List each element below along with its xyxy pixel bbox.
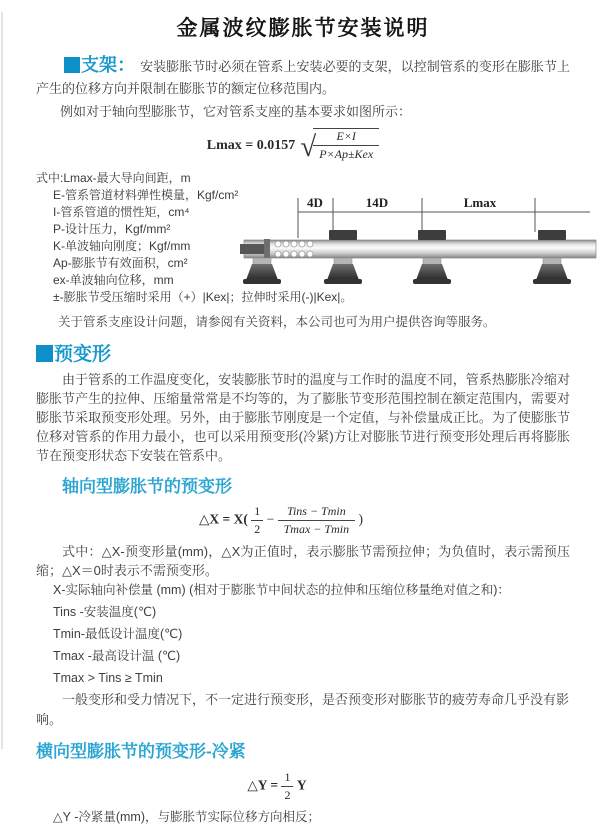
support-intro-paragraph	[36, 54, 570, 100]
deltay-formula	[10, 770, 544, 803]
dimension-label-14d: 14D	[365, 194, 389, 210]
variable-line: P-设计压力，Kgf/mm²	[53, 221, 171, 236]
deltax-lhs: △X = X(	[199, 511, 248, 527]
variable-line: ex-单波轴向位移，mm	[53, 272, 174, 287]
sqrt-radical-icon: √	[300, 130, 317, 163]
t-definition-line: Tmax -最高设计温 (℃)	[53, 649, 181, 664]
variable-line: ±-膨胀节受压缩时采用（+）|Kex|；拉伸时采用(-)|Kex|。	[53, 289, 353, 304]
support-section-heading: 支架：	[81, 55, 136, 75]
predeform-heading-label: 预变形	[54, 343, 112, 365]
variable-line: 式中:Lmax-最大导向间距，m	[36, 170, 191, 185]
x-definition: X-实际轴向补偿量 (mm) (相对于膨胀节中间状态的拉伸和压缩位移量绝对值之和)：	[53, 582, 510, 597]
lmax-sqrt-body	[313, 128, 379, 162]
dimension-label-lmax: Lmax	[463, 194, 497, 210]
lateral-subheading: 横向型膨胀节的预变形-冷紧	[36, 742, 246, 762]
lmax-formula-lhs: Lmax = 0.0157	[206, 137, 296, 153]
variable-line: Ap-膨胀节有效面积，cm²	[53, 255, 188, 270]
one-half-fraction: $\frac{1}{2}$	[281, 770, 293, 803]
variable-line: I-管系管道的惯性矩，cm⁴	[53, 204, 190, 219]
predeform-paragraph: 由于管系的工作温度变化，安装膨胀节时的温度与工作时的温度不同，管系热膨胀冷缩对膨胀节产生的拉伸、压缩量常常是不均等的，为了膨胀节变形范围控制在额定范围内，需要对膨胀节采取预变形处理。另外，由于膨胀节刚度是一个定值，与补偿量成正比。为了使膨胀节位移对管系的作用力最小，也可以采用预变形(冷紧)方让对膨胀节进行预变形处理后再将膨胀节在预变形状态下安装在管系中。	[36, 371, 570, 463]
t-definition-line: Tmin-最低设计温度(℃)	[53, 627, 183, 642]
axial-subheading: 轴向型膨胀节的预变形	[62, 476, 232, 496]
page-title: 金属波纹膨胀节安装说明	[176, 17, 430, 40]
variable-line: E-管系管道材料弹性模量，Kgf/cm²	[53, 187, 239, 202]
variables-and-diagram	[36, 170, 570, 310]
predeform-section-heading	[36, 343, 570, 367]
support-example-line: 例如对于轴向型膨胀节，它对管系支座的基本要求如图所示：	[60, 104, 412, 119]
anchor-end-cap	[240, 244, 266, 254]
consult-note: 关于管系支座设计问题，请参阅有关资料，本公司也可为用户提供咨询等服务。	[58, 314, 496, 329]
section-square-icon	[64, 57, 80, 73]
support-intro-text: 安装膨胀节时必须在管系上安装必要的支架，以控制管系的变形在膨胀节上产生的位移方向并限制在膨胀节的额定位移范围内。	[36, 59, 570, 96]
dimension-label-4d: 4D	[307, 194, 323, 210]
lateral-note: △Y -冷紧量(mm)，与膨胀节实际位移方向相反；	[53, 810, 321, 825]
t-definition-line: Tins -安装温度(℃)	[53, 605, 157, 620]
lmax-fraction	[313, 129, 379, 162]
anchor-flange	[264, 239, 270, 259]
deltay-lhs: △Y =	[247, 777, 279, 793]
temperature-fraction: $\frac{\text{Tins − Tmin}}{Tmax - Tmin}$	[278, 504, 355, 537]
t-definition-line: Tmax > Tins ≥ Tmin	[53, 671, 163, 686]
lmax-formula	[26, 128, 560, 164]
deltax-explain: 式中：△X-预变形量(mm)，△X为正值时，表示膨胀节需预拉伸；为负值时，表示需预压缩；△X＝0时表示不需预变形。	[36, 543, 570, 578]
variable-line: K-单波轴向刚度；Kgf/mm	[53, 238, 191, 253]
predeform-note: 一般变形和受力情况下，不一定进行预变形，是否预变形对膨胀节的疲劳寿命几乎没有影响。	[36, 692, 570, 728]
pipe-support-diagram	[240, 192, 600, 290]
anchor-support	[243, 258, 281, 284]
document-page	[0, 12, 600, 825]
lmax-numerator: E×I	[313, 129, 379, 146]
lmax-denominator: P×Ap±Kex	[319, 147, 374, 161]
deltax-formula	[14, 504, 548, 537]
minus-sign: −	[266, 511, 275, 527]
section-square-icon	[36, 345, 53, 362]
deltay-rhs: Y	[296, 777, 307, 793]
one-half-fraction: $\frac{1}{2}$	[251, 504, 263, 537]
close-paren: )	[358, 511, 363, 527]
